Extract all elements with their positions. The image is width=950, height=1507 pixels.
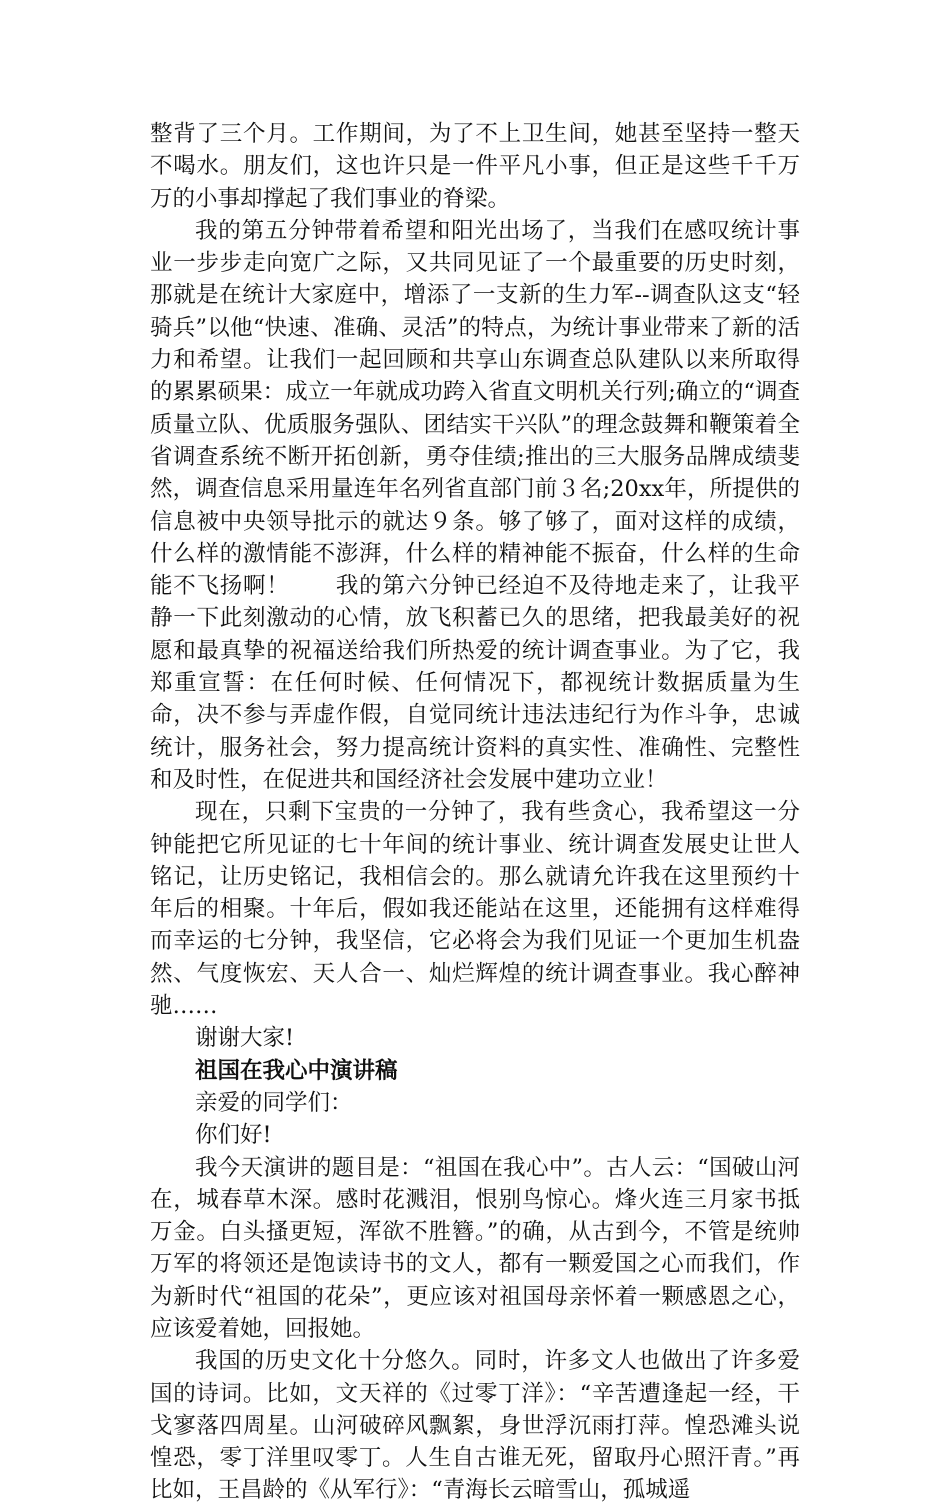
paragraph-thanks: 谢谢大家! bbox=[195, 1025, 295, 1052]
paragraph-topic: 我今天演讲的题目是：“祖国在我心中”。古人云：“国破山河在，城春草木深。感时花溅泪，恨别鸟惊心。烽火连三月家书抵万金。白头搔更短，浑欲不胜簪。”的确，从古到今，不管是统帅万军的将领还是饱读诗书的文人，都有一颗爱国之心而我们，作为新时代“祖国的花朵”，更应该对祖国母亲怀着一颗感恩之心，应该爱着她，回报她。 bbox=[150, 1154, 800, 1342]
paragraph-fifth-minute: 我的第五分钟带着希望和阳光出场了，当我们在感叹统计事业一步步走向宽广之际，又共同见证了一个最重要的历史时刻，那就是在统计大家庭中，增添了一支新的生力军--调查队这支“轻骑兵”以他“快速、准确、灵活”的特点，为统计事业带来了新的活力和希望。让我们一起回顾和共享山东调查总队建队以来所取得的累累硕果：成立一年就成功跨入省直文明机关行列;确立的“调查质量立队、优质服务强队、团结实干兴队”的理念鼓舞和鞭策着全省调查系统不断开拓创新，勇夺佳绩;推出的三大服务品牌成绩斐然，调查信息采用量连年名列省直部门前３名;20xx年，所提供的信息被中央领导批示的就达９条。够了够了，面对这样的成绩，什么样的激情能不澎湃，什么样的精神能不振奋，什么样的生命能不飞扬啊！ 我的第六分钟已经迫不及待地走来了，让我平静一下此刻激动的心情，放飞积蓄已久的思绪，把我最美好的祝愿和最真挚的祝福送给我们所热爱的统计调查事业。为了它，我郑重宣誓：在任何时候、任何情况下，都视统计数据质量为生命，决不参与弄虚作假，自觉同统计违法违纪行为作斗争，忠诚统计，服务社会，努力提高统计资料的真实性、准确性、完整性和及时性，在促进共和国经济社会发展中建功立业！ bbox=[150, 217, 800, 793]
speech-heading: 祖国在我心中演讲稿 bbox=[195, 1057, 398, 1084]
paragraph-greeting: 亲爱的同学们： bbox=[195, 1089, 353, 1116]
paragraph-history: 我国的历史文化十分悠久。同时，许多文人也做出了许多爱国的诗词。比如，文天祥的《过零丁洋》：“辛苦遭逢起一经，干戈寥落四周星。山河破碎风飘絮，身世浮沉雨打萍。惶恐滩头说惶恐，零丁洋里叹零丁。人生自古谁无死，留取丹心照汗青。”再比如，王昌龄的《从军行》：“青海长云暗雪山，孤城遥 bbox=[150, 1348, 800, 1504]
paragraph-hello: 你们好! bbox=[195, 1122, 272, 1149]
paragraph-continuation: 整背了三个月。工作期间，为了不上卫生间，她甚至坚持一整天不喝水。朋友们，这也许只是一件平凡小事，但正是这些千千万万的小事却撑起了我们事业的脊梁。 bbox=[150, 121, 800, 212]
paragraph-last-minute: 现在，只剩下宝贵的一分钟了，我有些贪心，我希望这一分钟能把它所见证的七十年间的统计事业、统计调查发展史让世人铭记，让历史铭记，我相信会的。那么就请允许我在这里预约十年后的相聚。十年后，假如我还能站在这里，还能拥有这样难得而幸运的七分钟，我坚信，它必将会为我们见证一个更加生机盎然、气度恢宏、天人合一、灿烂辉煌的统计调查事业。我心醉神驰…… bbox=[150, 799, 800, 1020]
document-page bbox=[150, 118, 800, 1507]
